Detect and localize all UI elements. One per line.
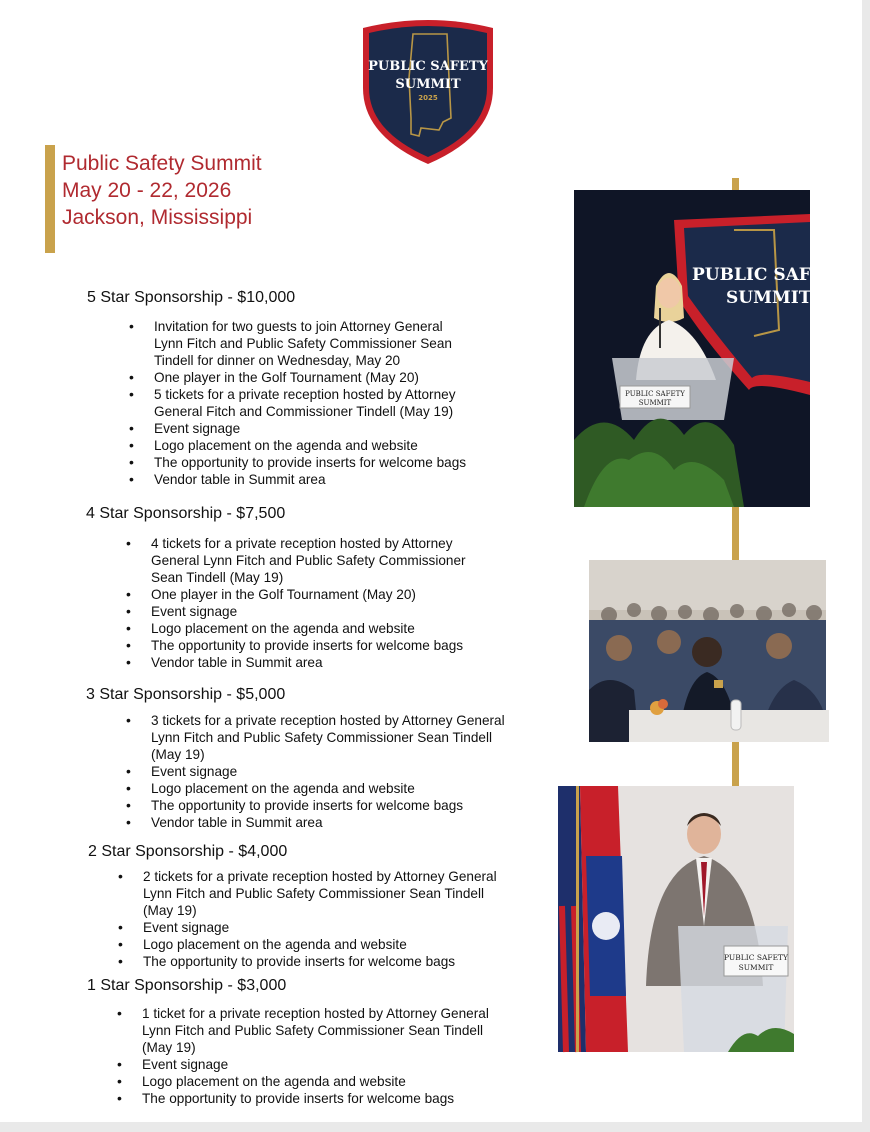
sponsorship-title: 4 Star Sponsorship - $7,500	[86, 505, 286, 522]
list-item: • Event signage	[142, 1056, 489, 1073]
speaker-photo-1	[574, 190, 824, 507]
list-item: • Vendor table in Summit area	[151, 654, 466, 671]
list-item: • Logo placement on the agenda and website	[151, 780, 505, 797]
logo-line1: PUBLIC SAFETY	[368, 59, 488, 74]
sponsorship-3-star	[86, 685, 505, 831]
podium-sign-line1: PUBLIC SAFETY	[625, 390, 685, 398]
event-title: Public Safety Summit	[62, 152, 262, 175]
list-item: • 1 ticket for a private reception hosted by Attorney General Lynn Fitch and Public Safety Commissioner Sean Tindell (May 19)	[142, 1005, 489, 1056]
sponsorship-4-star	[86, 504, 466, 671]
list-item: • 5 tickets for a private reception hosted by Attorney General Fitch and Commissioner Tindell (May 19)	[154, 386, 466, 420]
list-item: • One player in the Golf Tournament (May 20)	[154, 369, 466, 386]
sponsorship-1-star	[87, 976, 489, 1107]
list-item: • Logo placement on the agenda and website	[151, 620, 466, 637]
list-item: • 4 tickets for a private reception hosted by Attorney General Lynn Fitch and Public Safety Commissioner Sean Tindell (May 19)	[151, 535, 466, 586]
audience-photo	[589, 560, 826, 742]
list-item: • One player in the Golf Tournament (May 20)	[151, 586, 466, 603]
list-item: • The opportunity to provide inserts for welcome bags	[142, 1090, 489, 1107]
event-dates: May 20 - 22, 2026	[62, 179, 232, 202]
list-item: • The opportunity to provide inserts for welcome bags	[151, 797, 505, 814]
list-item: • Vendor table in Summit area	[151, 814, 505, 831]
podium-sign-line2: SUMMIT	[638, 399, 672, 407]
benefit-list	[154, 318, 466, 488]
benefit-list	[151, 712, 505, 831]
benefit-list	[151, 535, 466, 671]
list-item: • Logo placement on the agenda and website	[154, 437, 466, 454]
header-accent-bar	[45, 145, 55, 253]
list-item: • The opportunity to provide inserts for welcome bags	[143, 953, 497, 970]
list-item: • 2 tickets for a private reception hosted by Attorney General Lynn Fitch and Public Safety Commissioner Sean Tindell (May 19)	[143, 868, 497, 919]
list-item: • 3 tickets for a private reception hosted by Attorney General Lynn Fitch and Public Safety Commissioner Sean Tindell (May 19)	[151, 712, 505, 763]
list-item: • Vendor table in Summit area	[154, 471, 466, 488]
list-item: • Event signage	[143, 919, 497, 936]
list-item: • Logo placement on the agenda and website	[143, 936, 497, 953]
list-item: • The opportunity to provide inserts for welcome bags	[154, 454, 466, 471]
summit-logo	[355, 18, 501, 166]
logo-line2: SUMMIT	[395, 77, 461, 92]
list-item: • Event signage	[154, 420, 466, 437]
podium-sign-3-line2: SUMMIT	[738, 963, 774, 972]
sponsorship-title: 5 Star Sponsorship - $10,000	[87, 289, 296, 306]
sponsorship-title: 1 Star Sponsorship - $3,000	[87, 977, 287, 994]
sponsorship-5-star	[87, 288, 466, 488]
benefit-list	[143, 868, 497, 970]
list-item: • Event signage	[151, 763, 505, 780]
event-header	[62, 150, 262, 231]
event-location: Jackson, Mississippi	[62, 206, 253, 229]
list-item: • Invitation for two guests to join Attorney General Lynn Fitch and Public Safety Commissioner Sean Tindell for dinner on Wednesday, May 20	[154, 318, 466, 369]
list-item: • Event signage	[151, 603, 466, 620]
backdrop-text-line1: PUBLIC SAFE	[692, 265, 824, 285]
list-item: • Logo placement on the agenda and website	[142, 1073, 489, 1090]
logo-year: 2025	[418, 94, 438, 102]
benefit-list	[142, 1005, 489, 1107]
sponsorship-title: 2 Star Sponsorship - $4,000	[88, 843, 288, 860]
podium-sign-3-line1: PUBLIC SAFETY	[724, 953, 788, 962]
backdrop-text-line2: SUMMIT	[726, 288, 812, 308]
list-item: • The opportunity to provide inserts for welcome bags	[151, 637, 466, 654]
sponsorship-2-star	[88, 842, 497, 970]
sponsorship-title: 3 Star Sponsorship - $5,000	[86, 686, 286, 703]
speaker-photo-2	[558, 786, 794, 1052]
